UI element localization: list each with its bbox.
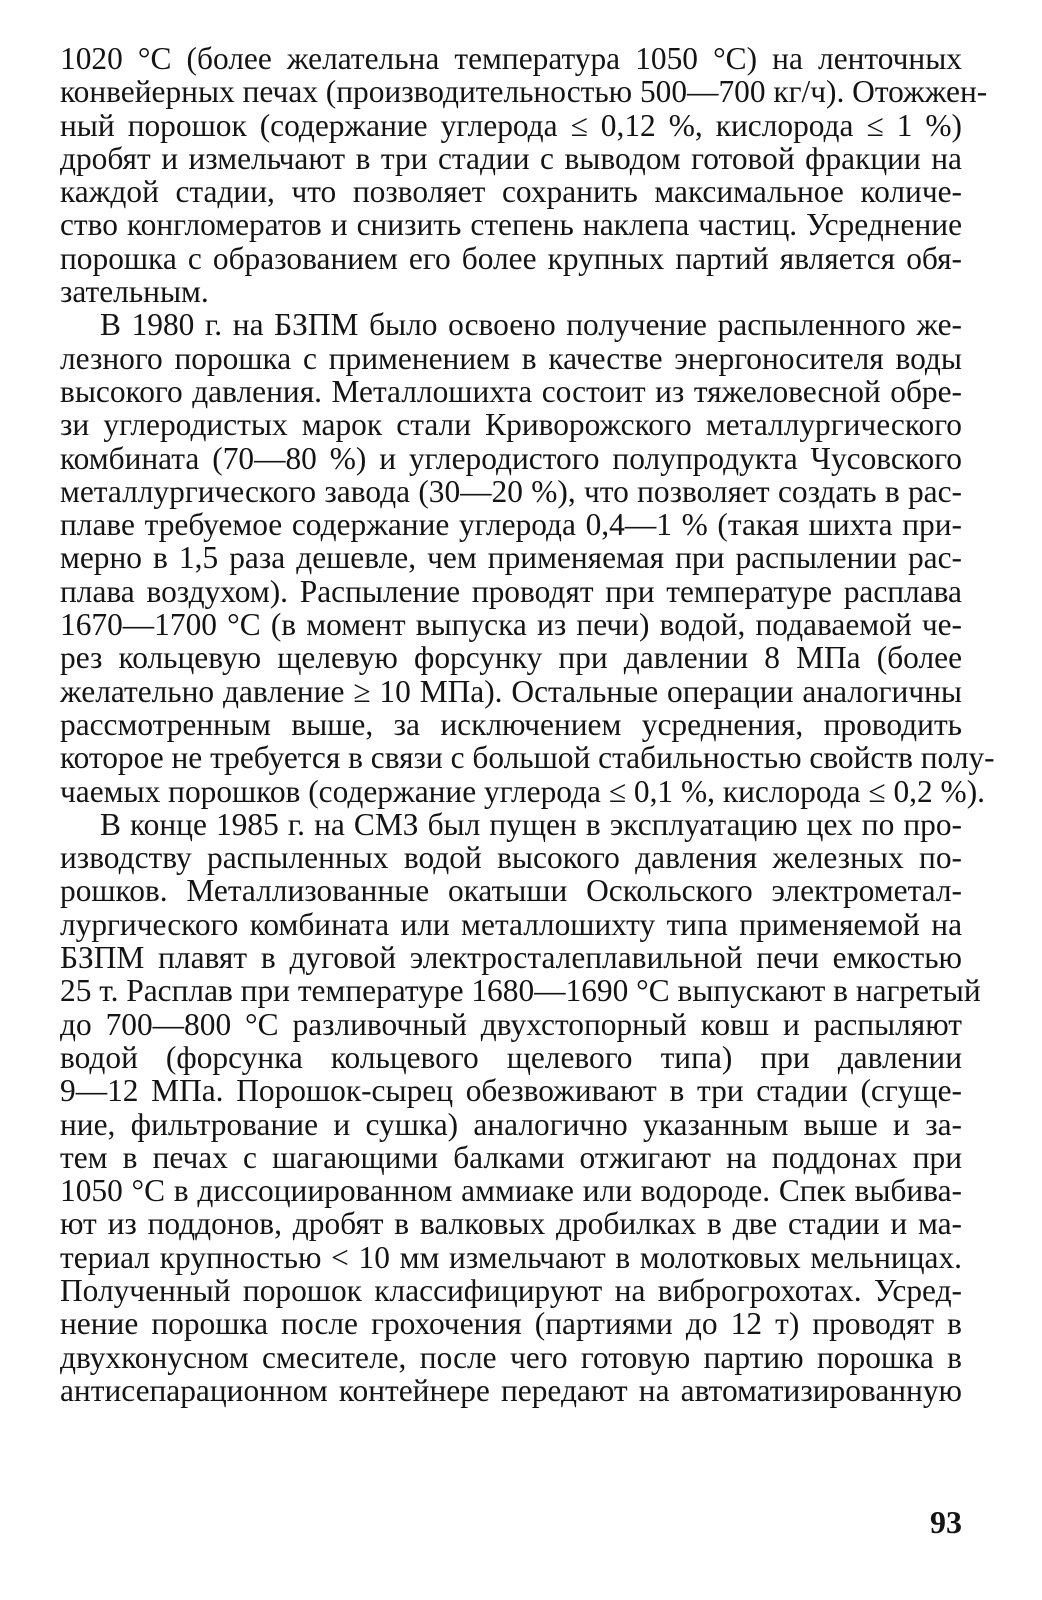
text-line: чаемых порошков (содержание углерода ≤ 0,1 %, кислорода ≤ 0,2 %). — [60, 773, 986, 809]
text-line: водой (форсунка кольцевого щелевого типа) при давлении — [60, 1039, 962, 1075]
text-line: ный порошок (содержание углерода ≤ 0,12 %, кислорода ≤ 1 %) — [60, 107, 962, 143]
text-line: комбината (70—80 %) и углеродистого полупродукта Чусовского — [60, 440, 962, 476]
text-line: 25 т. Расплав при температуре 1680—1690 °C выпускают в нагретый — [60, 973, 981, 1009]
text-line: дробят и измельчают в три стадии с выводом готовой фракции на — [60, 140, 962, 176]
paragraph-3 — [60, 806, 981, 1408]
text-line: тем в печах с шагающими балками отжигают на поддонах при — [60, 1139, 962, 1175]
text-line: БЗПМ плавят в дуговой электросталеплавильной печи емкостью — [60, 940, 962, 976]
text-line: плаве требуемое содержание углерода 0,4—1 % (такая шихта при- — [60, 507, 962, 543]
paragraph-2 — [60, 307, 995, 809]
page-number: 93 — [930, 1504, 962, 1540]
text-line: рассмотренным выше, за исключением усреднения, проводить — [60, 706, 962, 742]
text-line: желательно давление ≥ 10 МПа). Остальные операции аналогичны — [60, 673, 962, 709]
text-line: лезного порошка с применением в качестве энергоносителя воды — [60, 340, 962, 376]
text-line: до 700—800 °C разливочный двухстопорный ковш и распыляют — [60, 1006, 962, 1042]
text-line: ство конгломератов и снизить степень наклепа частиц. Усреднение — [60, 207, 962, 243]
text-line: зи углеродистых марок стали Криворожского металлургического — [60, 407, 962, 443]
text-line: мерно в 1,5 раза дешевле, чем применяемая при распылении рас- — [60, 540, 962, 576]
text-line: конвейерных печах (производительностью 500—700 кг/ч). Отожжен- — [60, 74, 988, 110]
text-line: В конце 1985 г. на СМЗ был пущен в эксплуатацию цех по про- — [100, 806, 962, 842]
text-line: металлургического завода (30—20 %), что позволяет создать в рас- — [60, 473, 962, 509]
text-line: ют из поддонов, дробят в валковых дробилках в две стадии и ма- — [60, 1206, 962, 1242]
text-line: плава воздухом). Распыление проводят при температуре расплава — [60, 573, 962, 609]
text-line: 9—12 МПа. Порошок-сырец обезвоживают в три стадии (сгуще- — [60, 1073, 962, 1109]
text-line: лургического комбината или металлошихту типа применяемой на — [60, 906, 962, 942]
text-line: изводству распыленных водой высокого давления железных по- — [60, 840, 962, 876]
paragraph-1 — [60, 41, 988, 310]
text-line: высокого давления. Металлошихта состоит из тяжеловесной обре- — [60, 373, 962, 409]
text-line: ние, фильтрование и сушка) аналогично указанным выше и за- — [60, 1106, 962, 1142]
page-body — [60, 41, 995, 1408]
text-line: Полученный порошок классифицируют на виброгрохотах. Усред- — [60, 1272, 962, 1308]
text-line: рез кольцевую щелевую форсунку при давлении 8 МПа (более — [60, 640, 962, 676]
text-line: порошка с образованием его более крупных партий является обя- — [60, 240, 962, 276]
text-line: 1020 °C (более желательна температура 1050 °C) на ленточных — [60, 41, 962, 76]
text-line: 1050 °C в диссоциированном аммиаке или водороде. Спек выбива- — [60, 1173, 962, 1209]
text-line: антисепарационном контейнере передают на автоматизированную — [60, 1372, 962, 1408]
text-line: каждой стадии, что позволяет сохранить максимальное количе- — [60, 174, 962, 210]
text-line: которое не требуется в связи с большой стабильностью свойств полу- — [60, 740, 995, 776]
text-line: нение порошка после грохочения (партиями до 12 т) проводят в — [60, 1306, 962, 1342]
text-line: рошков. Металлизованные окатыши Оскольского электрометал- — [60, 873, 962, 909]
text-line: В 1980 г. на БЗПМ было освоено получение распыленного же- — [100, 307, 962, 343]
text-line: териал крупностью < 10 мм измельчают в молотковых мельницах. — [60, 1239, 962, 1275]
text-line: 1670—1700 °C (в момент выпуска из печи) водой, подаваемой че- — [60, 607, 962, 643]
text-line: зательным. — [60, 274, 209, 310]
text-line: двухконусном смесителе, после чего готовую партию порошка в — [60, 1339, 962, 1375]
